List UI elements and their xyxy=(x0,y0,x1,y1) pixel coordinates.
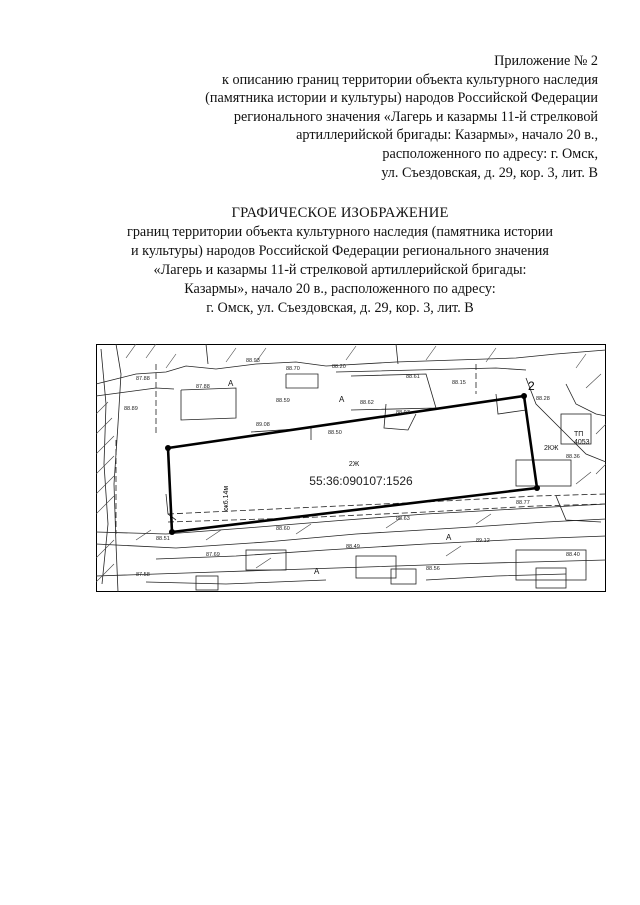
elevation-mark: 88.89 xyxy=(124,406,138,412)
boundary-vertex xyxy=(521,393,527,399)
elevation-mark: 88.56 xyxy=(426,566,440,572)
side-length-label: кж6.14м xyxy=(223,485,230,512)
cadastral-number: 55:36:090107:1526 xyxy=(309,474,413,488)
elevation-mark: 88.63 xyxy=(396,516,410,522)
elevation-mark: 88.49 xyxy=(346,544,360,550)
elevation-mark: 88.93 xyxy=(246,358,260,364)
area-label: А xyxy=(228,379,234,388)
elevation-mark: 87.69 xyxy=(206,552,220,558)
tp-number: 4053 xyxy=(574,439,590,446)
title-line: и культуры) народов Российской Федерации регионального значения xyxy=(131,243,549,259)
annex-line: к описанию границ территории объекта культурного наследия xyxy=(222,71,598,88)
elevation-mark: 87.58 xyxy=(136,572,150,578)
elevation-mark: 88.36 xyxy=(566,454,580,460)
title-line: Казармы», начало 20 в., расположенного по адресу: xyxy=(184,281,496,297)
annex-caption xyxy=(138,52,598,182)
document-title xyxy=(60,204,620,318)
boundary-vertex xyxy=(165,445,171,451)
title-line: границ территории объекта культурного наследия (памятника истории xyxy=(127,224,553,240)
boundary-vertex xyxy=(169,529,175,535)
elevation-mark: 88.70 xyxy=(286,366,300,372)
title-line: «Лагерь и казармы 11-й стрелковой артиллерийской бригады: xyxy=(153,262,527,278)
elevation-mark: 88.50 xyxy=(328,430,342,436)
area-label: А xyxy=(314,567,320,576)
elevation-mark: 87.88 xyxy=(136,376,150,382)
elevation-mark: 88.28 xyxy=(536,396,550,402)
area-label: А xyxy=(339,395,345,404)
elevation-mark: 88.62 xyxy=(360,400,374,406)
vertex-number: 2 xyxy=(528,379,535,393)
elevation-mark: 87.88 xyxy=(196,384,210,390)
elevation-mark: 88.77 xyxy=(516,500,530,506)
elevation-mark: 88.61 xyxy=(406,374,420,380)
annex-line: Приложение № 2 xyxy=(494,53,598,69)
elevation-mark: 88.15 xyxy=(452,380,466,386)
area-label: А xyxy=(446,533,452,542)
elevation-mark: 89.12 xyxy=(476,538,490,544)
boundary-vertex xyxy=(534,485,540,491)
tp-label: ТП xyxy=(574,431,584,438)
annex-line: ул. Съездовская, д. 29, кор. 3, лит. В xyxy=(381,164,598,181)
building-label: 2Ж xyxy=(348,461,360,468)
nbr-building-label: 2КЖ xyxy=(544,445,559,452)
annex-line: (памятника истории и культуры) народов Российской Федерации xyxy=(205,90,598,107)
site-plan xyxy=(96,344,606,592)
elevation-mark: 88.40 xyxy=(566,552,580,558)
title-heading: ГРАФИЧЕСКОЕ ИЗОБРАЖЕНИЕ xyxy=(231,205,449,221)
annex-line: регионального значения «Лагерь и казармы 11-й стрелковой xyxy=(233,108,598,125)
elevation-mark: 88.20 xyxy=(332,364,346,370)
elevation-mark: 88.60 xyxy=(276,526,290,532)
annex-line: артиллерийской бригады: Казармы», начало 20 в., xyxy=(296,127,598,144)
elevation-mark: 88.51 xyxy=(156,536,170,542)
elevation-mark: 88.97 xyxy=(396,410,410,416)
title-line: г. Омск, ул. Съездовская, д. 29, кор. 3, лит. В xyxy=(206,300,474,316)
elevation-mark: 88.59 xyxy=(276,398,290,404)
annex-line: расположенного по адресу: г. Омск, xyxy=(382,145,598,162)
site-plan-drawing xyxy=(96,344,606,592)
elevation-mark: 89.08 xyxy=(256,422,270,428)
